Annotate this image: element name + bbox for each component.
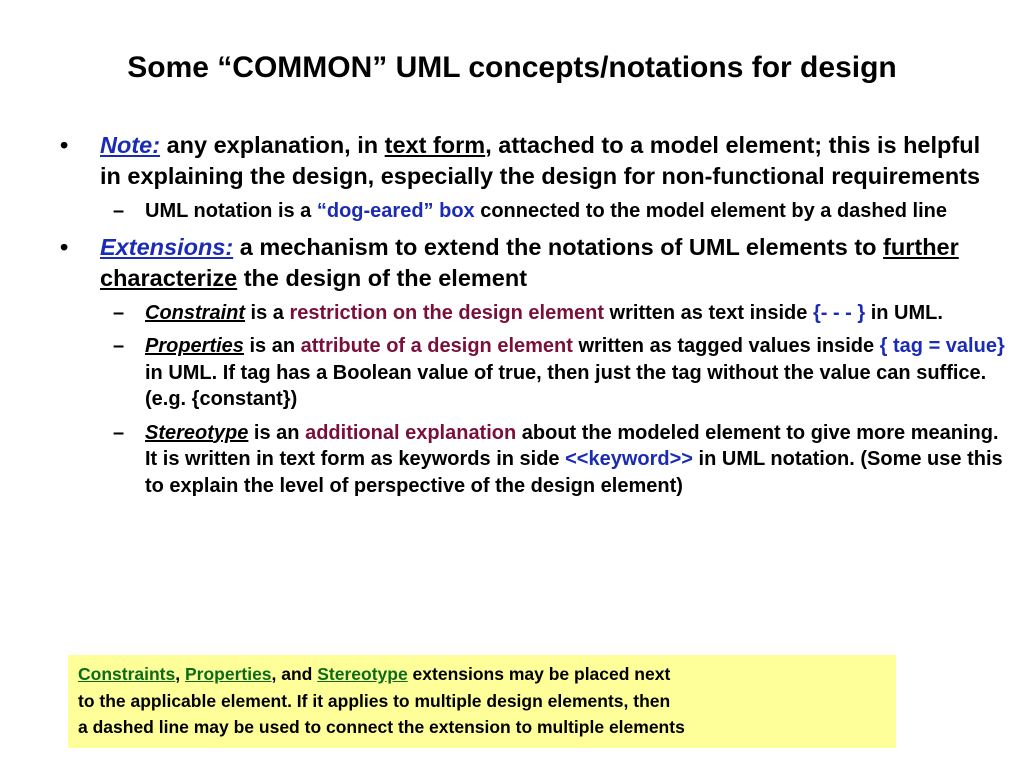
dog-eared-box-term: “dog-eared” box [316,200,475,222]
bullet-note [60,130,1005,192]
constraint-text-b: written as text inside [604,301,813,324]
callout-sep-2: , and [271,664,318,684]
dash-icon: – [113,301,125,324]
constraint-text-c: in UML. [865,301,943,324]
stereotype-text-b: about the modeled element to give more meaning. It is written in text form as keywords in side [145,421,999,470]
callout-line-2: to the applicable element. If it applies to multiple design elements, then [78,690,671,711]
notation-text-b: connected to the model element by a dashed line [474,200,947,222]
extensions-text-b: the design of the element [237,264,528,291]
bullet-icon: • [60,132,69,158]
properties-text-c: in UML. If tag has a Boolean value of true, then just the tag without the value can suffice. (e.g. {constant}) [145,361,987,410]
stereotype-code: <<keyword>> [565,448,693,470]
callout-constraints: Constraints [78,664,176,684]
callout-line-3: a dashed line may be used to connect the extension to multiple elements [78,717,685,737]
properties-text-b: written as tagged values inside [572,335,880,357]
note-text-b: , attached to a model element; this is helpful in explaining the design, especially the design for non-functional requirements [100,132,981,189]
dash-icon: – [113,200,125,222]
callout-properties: Properties [184,664,272,684]
constraint-highlight: restriction on the design element [289,301,604,324]
sub-bullet-constraint [113,300,1005,327]
sub-bullet-properties [113,333,1005,413]
callout-box [68,655,896,748]
content-area [60,130,1005,506]
note-term: Note: [100,132,161,158]
callout-sep-1: , [175,664,185,684]
stereotype-text-a: is an [248,421,306,444]
text-form-term: text form [384,132,486,158]
sub-bullet-note-notation [113,198,1005,225]
dash-icon: – [113,421,125,444]
callout-line-1 [78,661,886,688]
sub-bullet-stereotype [113,420,1005,500]
stereotype-highlight: additional explanation [305,421,517,444]
extensions-term: Extensions: [100,233,234,260]
further-characterize-term: further characterize [100,233,959,291]
extensions-text-a: a mechanism to extend the notations of UML elements to [233,233,884,260]
properties-text-a: is an [243,335,301,357]
properties-highlight: attribute of a design element [300,335,573,357]
properties-code: { tag = value} [879,335,1005,357]
dash-icon: – [113,335,125,357]
stereotype-term: Stereotype [145,421,249,444]
constraint-term: Constraint [145,301,245,324]
properties-term: Properties [145,335,244,357]
notation-text-a: UML notation is a [145,200,317,222]
page-title: Some “COMMON” UML concepts/notations for design [127,51,897,84]
constraint-text-a: is a [245,301,290,324]
note-text-a: any explanation, in [160,132,385,158]
constraint-code: {- - - } [812,301,866,324]
stereotype-text-c: in UML notation. (Some use this to explain the level of perspective of the design element) [145,448,1003,497]
bullet-icon: • [60,233,69,260]
bullet-extensions [60,232,1005,294]
callout-stereotype: Stereotype [317,664,408,684]
callout-line-1-rest: extensions may be placed next [407,664,671,684]
